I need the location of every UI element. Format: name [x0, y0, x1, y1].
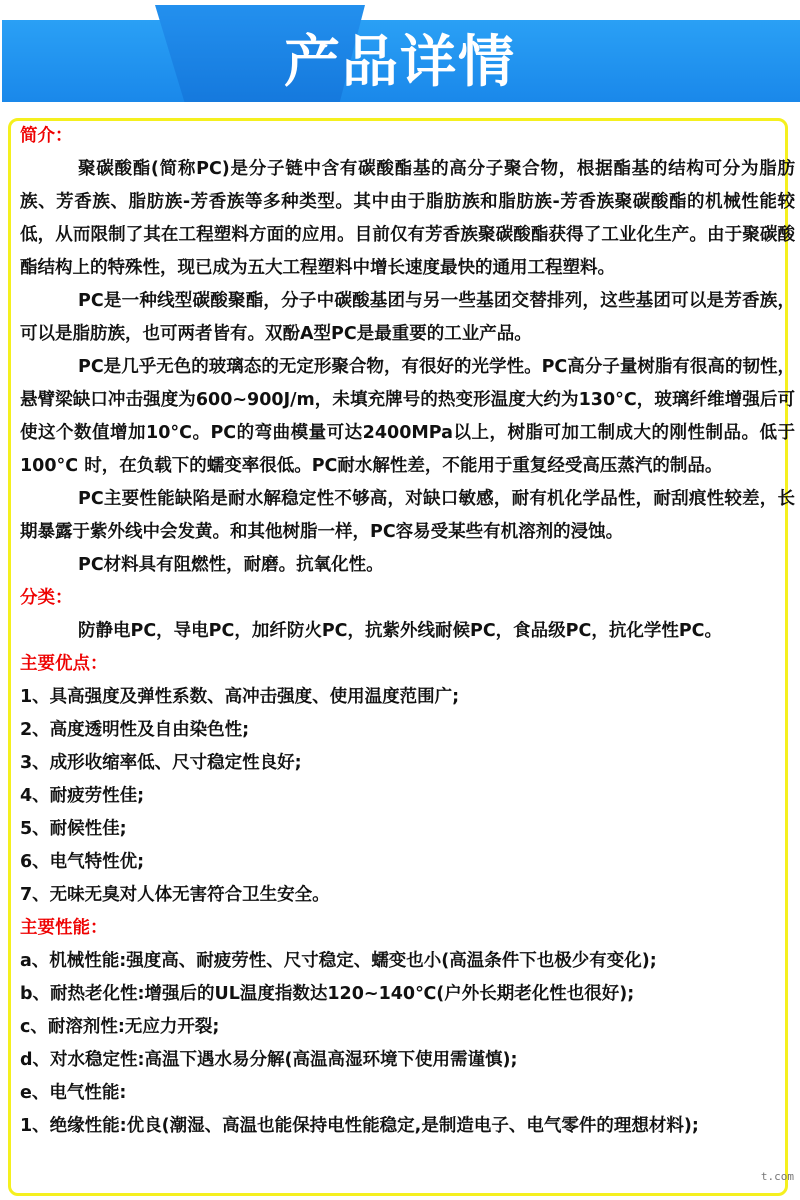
- list-item: 1、绝缘性能:优良(潮湿、高温也能保持电性能稳定,是制造电子、电气零件的理想材料);: [20, 1116, 699, 1136]
- intro-paragraph: PC是一种线型碳酸聚酯，分子中碳酸基团与另一些基团交替排列，这些基团可以是芳香族，可以是脂肪族，也可两者皆有。双酚A型PC是最重要的工业产品。: [20, 291, 795, 344]
- performance-heading: 主要性能：: [20, 918, 108, 938]
- list-item: 5、耐候性佳;: [20, 819, 127, 839]
- list-item: 7、无味无臭对人体无害符合卫生安全。: [20, 885, 330, 905]
- list-item: d、对水稳定性:高温下遇水易分解(高温高湿环境下使用需谨慎);: [20, 1050, 518, 1070]
- list-item: 6、电气特性优;: [20, 852, 145, 872]
- list-item: c、耐溶剂性:无应力开裂;: [20, 1017, 220, 1037]
- intro-heading: 简介：: [20, 126, 73, 146]
- intro-paragraph: PC材料具有阻燃性，耐磨。抗氧化性。: [78, 555, 384, 575]
- intro-paragraph: 聚碳酸酯(简称PC)是分子链中含有碳酸酯基的高分子聚合物，根据酯基的结构可分为脂肪族、芳香族、脂肪族-芳香族等多种类型。其中由于脂肪族和脂肪族-芳香族聚碳酸酯的机械性能较低，从而限制了其在工程塑料方面的应用。目前仅有芳香族聚碳酸酯获得了工业化生产。由于聚碳酸酯结构上的特殊性，现已成为五大工程塑料中增长速度最快的通用工程塑料。: [20, 159, 795, 278]
- classification-text: 防静电PC，导电PC，加纤防火PC，抗紫外线耐候PC，食品级PC，抗化学性PC。: [78, 621, 723, 641]
- classification-heading: 分类：: [20, 588, 73, 608]
- advantages-heading: 主要优点：: [20, 654, 108, 674]
- list-item: e、电气性能:: [20, 1083, 127, 1103]
- list-item: 1、具高强度及弹性系数、高冲击强度、使用温度范围广;: [20, 687, 460, 707]
- list-item: b、耐热老化性:增强后的UL温度指数达120~140℃(户外长期老化性也很好);: [20, 984, 635, 1004]
- list-item: a、机械性能:强度高、耐疲劳性、尺寸稳定、蠕变也小(高温条件下也极少有变化);: [20, 951, 657, 971]
- footer-note: t.com: [760, 1170, 794, 1183]
- product-details: [20, 120, 795, 1143]
- page-title: 产品详情: [284, 30, 516, 95]
- intro-paragraph: PC主要性能缺陷是耐水解稳定性不够高，对缺口敏感，耐有机化学品性，耐刮痕性较差，长期暴露于紫外线中会发黄。和其他树脂一样，PC容易受某些有机溶剂的浸蚀。: [20, 489, 795, 542]
- header-banner: [0, 0, 800, 110]
- list-item: 3、成形收缩率低、尺寸稳定性良好;: [20, 753, 302, 773]
- intro-paragraph: PC是几乎无色的玻璃态的无定形聚合物，有很好的光学性。PC高分子量树脂有很高的韧性，悬臂梁缺口冲击强度为600~900J/m，未填充牌号的热变形温度大约为130°C，玻璃纤维增强后可使这个数值增加10°C。PC的弯曲模量可达2400MPa以上，树脂可加工制成大的刚性制品。低于100°C 时，在负载下的蠕变率很低。PC耐水解性差，不能用于重复经受高压蒸汽的制品。: [20, 357, 795, 476]
- list-item: 2、高度透明性及自由染色性;: [20, 720, 250, 740]
- list-item: 4、耐疲劳性佳;: [20, 786, 145, 806]
